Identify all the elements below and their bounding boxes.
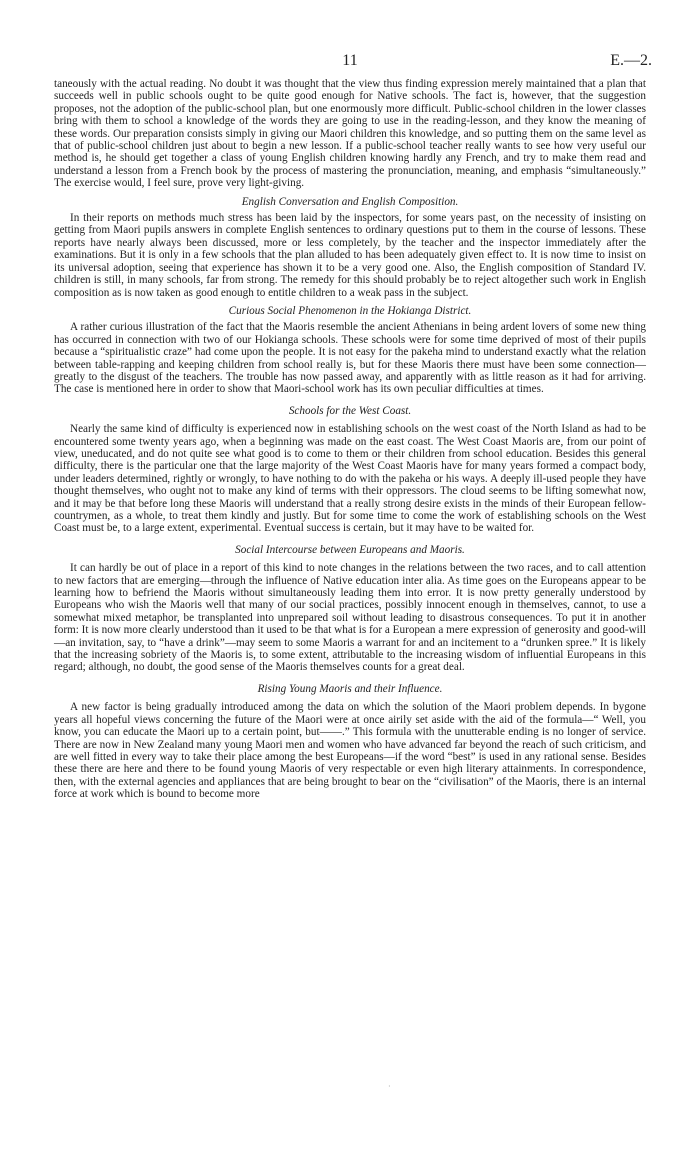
document-page xyxy=(54,52,652,801)
paragraph-west-coast: Nearly the same kind of difficulty is experienced now in establishing schools on the west coast of the North Island as had to be encountered some twenty years ago, when a beginning was made on the east coast. The West Coast Maoris are, from our point of view, uneducated, and do not quite see what good is to come to them or their children from school education. Besides this general difficulty, there is the particular one that the large majority of the West Coast Maoris have for many years formed a compact body, under leaders determined, rightly or wrongly, to have nothing to do with the pakeha or his ways. A deeply ill-used people they have thought themselves, who ought not to make any kind of terms with their oppressors. The cloud seems to be lifting somewhat now, and it may be that before long these Maoris will understand that a really strong desire exists in the minds of their European fellow-countrymen, as a whole, to treat them kindly and justly. But for some time to come the work of establishing schools on the West Coast must be, to a large extent, experimental. Eventual success is certain, but it may have to be waited for. xyxy=(54,423,646,535)
section-heading-west-coast: Schools for the West Coast. xyxy=(288,404,412,417)
paragraph-social-intercourse: It can hardly be out of place in a report of this kind to note changes in the relations between the two races, and to call attention to new factors that are emerging—through the influence of Native education inter alia. As time goes on the Europeans appear to be learning how to befriend the Maoris without simultaneously leading them into error. It is now pretty generally understood by Europeans who wish the Maoris well that many of our social practices, possibly innocent enough in themselves, cannot, to use a somewhat mixed metaphor, be transplanted into unprepared soil without leading to disastrous consequences. To put it in another form: It is now more clearly understood than it used to be that what is for a European a mere expression of generosity and good-will—an invitation, say, to “have a drink”—may seem to some Maoris a warrant for and an incitement to a “drunken spree.” It is likely that the increasing sobriety of the Maoris is, to some extent, attributable to the increasing wisdom of influential Europeans in this regard; although, no doubt, the good sense of the Maoris themselves counts for a great deal. xyxy=(54,562,646,674)
document-body xyxy=(54,78,646,801)
paragraph-english-conversation: In their reports on methods much stress has been laid by the inspectors, for some years past, on the necessity of insisting on getting from Maori pupils answers in complete English sentences to ordinary questions put to them in the course of lessons. These reports have nearly always been discussed, more or less completely, by the teacher and the inspector immediately after the examinations. But it is only in a few schools that the plan alluded to has been adequately given effect to. It is now time to insist on its universal adoption, seeing that experience has shown it to be a very good one. Also, the English composition of Standard IV. children is still, in many schools, far from strong. The remedy for this should probably be to reject altogether such work in English composition as is now taken as good enough to entitle children to a weak pass in the subject. xyxy=(54,212,646,299)
section-heading-english-conversation: English Conversation and English Composition. xyxy=(241,195,459,208)
paragraph-hokianga: A rather curious illustration of the fact that the Maoris resemble the ancient Athenians in being ardent lovers of some new thing has occurred in connection with two of our Hokianga schools. These schools were for some time deprived of most of their pupils because a “spiritualistic craze” had come upon the people. It is not easy for the pakeha mind to understand exactly what the relation between table-rapping and keeping children from school really is, but for these Maoris there must have been some connection—greatly to the disgust of the teachers. The trouble has now passed away, and apparently with as little reason as it had for arriving. The case is mentioned here in order to show that Maori-school work has its own peculiar difficulties at times. xyxy=(54,321,646,396)
page-header xyxy=(54,52,652,78)
paragraph-rising-young-maoris: A new factor is being gradually introduced among the data on which the solution of the Maori problem depends. In bygone years all hopeful views concerning the future of the Maori were at once airily set aside with the aid of the formula—“ Well, you know, you can educate the Maori up to a certain point, but——.” This formula with the unutterable ending is no longer of service. There are now in New Zealand many young Maori men and women who have advanced far beyond the reach of such criticism, and are well fitted in every way to take their place among the best Europeans—if the word “best” is used in any rational sense. Besides these there are here and there to be found young Maoris of very respectable or even high literary attainments. In correspondence, then, with the external agencies and appliances that are being brought to bear on the “civilisation” of the Maoris, there is an internal force at work which is bound to become more xyxy=(54,701,646,801)
page-number: 11 xyxy=(342,52,358,69)
footer-mark: · xyxy=(388,1082,391,1091)
section-heading-social-intercourse: Social Intercourse between Europeans and Maoris. xyxy=(235,543,465,556)
document-reference: E.—2. xyxy=(610,52,652,69)
section-heading-rising-young-maoris: Rising Young Maoris and their Influence. xyxy=(257,682,443,695)
paragraph-continuation: taneously with the actual reading. No doubt it was thought that the view thus finding expression merely maintained that a plan that succeeds well in public schools ought to be quite good enough for Native schools. The fact is, however, that the suggestion proposes, not the adoption of the public-school plan, but one enormously more difficult. Public-school children in the lower classes bring with them to school a knowledge of the words they are going to use in the reading-lesson, and they know the meaning of these words. Our preparation consists simply in giving our Maori children this knowledge, and so putting them on the same level as that of public-school children just about to begin a new lesson. If a public-school teacher really wants to see how very useful our method is, he should get together a class of young English children knowing hardly any French, and try to make them read and understand a lesson from a French book by the process of mastering the pronunciation, meaning, and emphasis “simultaneously.” The exercise would, I feel sure, prove very light-giving. xyxy=(54,78,646,190)
section-heading-hokianga: Curious Social Phenomenon in the Hokianga District. xyxy=(228,304,472,317)
